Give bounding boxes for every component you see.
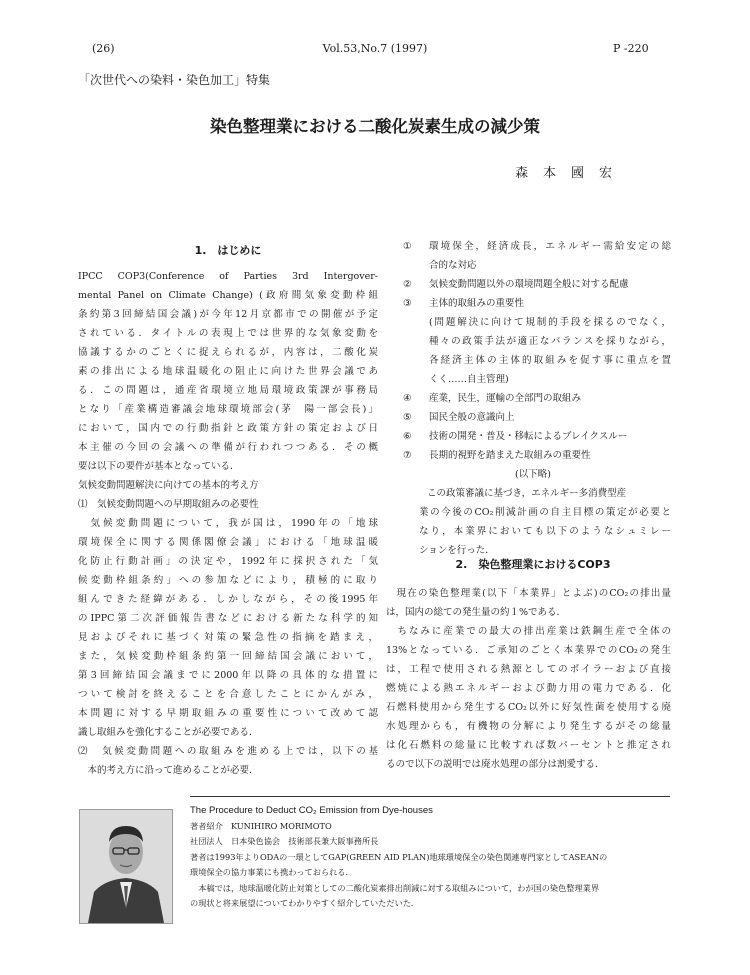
list-number: ⑦	[403, 450, 412, 461]
text-line: 技術の開発・普及・移転によるブレイクスルー	[429, 431, 628, 442]
list-item	[395, 237, 671, 275]
subheading: 気候変動問題解決に向けての基本的考え方	[78, 480, 259, 491]
text-line: 候変動枠組条約」への参加などにより，積極的に取り	[78, 575, 378, 586]
page-number-left: (26)	[92, 42, 115, 55]
author-name: 森本國宏	[515, 166, 628, 181]
affiliation: 社団法人 日本染色協会 技術部長兼大阪事務所長	[190, 836, 379, 846]
text-line: 協議するかのごとくに捉えられるが，内容は，二酸化炭	[78, 347, 378, 358]
right-column-lower	[386, 584, 671, 774]
left-column	[78, 267, 378, 780]
list-item	[395, 446, 671, 465]
text-line: となり「産業構造審議会地球環境部会(茅 陽一部会長)」	[78, 404, 378, 415]
text-line: されている．タイトルの表現上では世界的な気象変動を	[78, 328, 378, 339]
text-line: る．この問題は，通産省環境立地局環境政策課が事務局	[78, 385, 378, 396]
list-item	[395, 427, 671, 446]
list-number: ⑤	[403, 412, 412, 423]
text-line: また，気候変動枠組条約第一回締結国会議において，	[78, 651, 378, 662]
journal-volume: Vol.53,No.7 (1997)	[322, 42, 428, 55]
author-line: 著者紹介 KUNIHIRO MORIMOTO	[190, 820, 332, 831]
text-line: 国民全般の意識向上	[429, 412, 515, 423]
career-line: 環境保全の協力事業にも携わっておられる．	[190, 867, 354, 877]
text-line: 見およびそれに基づく対策の緊急性の指摘を踏まえ，	[78, 632, 378, 643]
text-line: 環境保全に関する関係閣僚会議」における「地球温暖	[78, 537, 378, 548]
text-line: 本問題に対する早期取組みの重要性について改めて認	[78, 708, 378, 719]
editor-note: の現状と将来展望についてわかりやすく紹介していただいた．	[190, 898, 420, 908]
list-number: ②	[403, 279, 412, 290]
list-number: ④	[403, 393, 412, 404]
text-line: 水処理からも，有機物の分解により発生するがその総量	[386, 721, 671, 732]
text-line: mental Panel on Climate Change) (政府間気象変動枠組	[78, 290, 378, 301]
omitted-note: (以下略)	[515, 469, 551, 480]
text-line: は，工程で使用される熱源としてのボイラーおよび直接	[386, 664, 671, 675]
text-line: 現在の染色整理業(以下「本業界」とよぶ)のCO₂の排出量	[386, 588, 671, 599]
text-line: ついて検討を終えることを合意したことにかんがみ，	[78, 689, 378, 700]
text-line: 各経済主体の主体的取組みを促す事に重点を置	[429, 355, 671, 366]
text-line: 産業，民生，運輸の全部門の取組み	[429, 393, 582, 404]
text-line: この政策審議に基づき，エネルギー多消費型産	[427, 488, 627, 499]
section-heading-2: 2. 染色整理業におけるCOP3	[455, 558, 611, 571]
text-line: 気候変動問題について，我が国は，1990年の「地球	[78, 518, 378, 529]
text-line: のIPPC第二次評価報告書などにおける新たな科学的知	[78, 613, 378, 624]
text-line: 本的考え方に沿って進めることが必要．	[78, 765, 259, 776]
text-line: 素の排出による地球温暖化の阻止に向けた世界会議であ	[78, 366, 378, 377]
text-line: 気候変動問題以外の環境問題全般に対する配慮	[429, 279, 629, 290]
text-line: 主体的取組みの重要性	[429, 298, 525, 309]
text-line: ちなみに産業での最大の排出産業は鉄鋼生産で全体の	[386, 626, 671, 637]
list-item	[395, 294, 671, 389]
text-line: 要は以下の要件が基本となっている．	[78, 461, 240, 472]
text-line: くく……自主管理)	[429, 374, 509, 385]
list-number: ⑥	[403, 431, 412, 442]
text-line: 種々の政策手法が適正なバランスを採りながら，	[429, 336, 671, 347]
text-line: 本主催の今回の会議への準備が行われつつある．その概	[78, 442, 378, 453]
text-line: は化石燃料の総量に比較すれば数パーセントと推定され	[386, 740, 671, 751]
text-line: 第3回締結国会議までに2000年以降の具体的な措置に	[78, 670, 378, 681]
item-heading-1: ⑴ 気候変動問題への早期取組みの必要性	[78, 499, 259, 510]
list-number: ③	[403, 298, 412, 309]
text-line: (問題解決に向けて規制的手段を採るのでなく，	[429, 317, 671, 328]
text-line: ションを行った．	[419, 545, 495, 556]
item-heading-2: ⑵ 気候変動問題への取組みを進める上では，以下の基	[78, 746, 378, 757]
text-line: 13%となっている．ご承知のごとく本業界でのCO₂の発生	[386, 645, 671, 656]
text-line: るので以下の説明では廃水処理の部分は割愛する．	[386, 759, 605, 770]
text-line: 長期的視野を踏まえた取組みの重要性	[429, 450, 591, 461]
text-line: 組んできた経緯がある．しかしながら，その後1995年	[78, 594, 378, 605]
text-line: 石燃料使用から発生するCO₂以外に好気性菌を使用する廃	[386, 702, 671, 713]
author-portrait-icon	[80, 810, 172, 923]
text-line: 燃焼による熱エネルギーおよび動力用の電力である．化	[386, 683, 671, 694]
list-item	[395, 389, 671, 408]
text-line: 業の今後のCO₂削減計画の自主目標の策定が必要と	[419, 507, 671, 518]
text-line: は，国内の総ての発生量の約１%である．	[386, 607, 567, 618]
english-title: The Procedure to Deduct CO₂ Emission from Dye-houses	[190, 805, 433, 816]
text-line: において，国内での行動指針と政策方針の策定および日	[78, 423, 378, 434]
article-title: 染色整理業における二酸化炭素生成の減少策	[210, 117, 540, 136]
right-column	[395, 237, 671, 560]
series-title: 「次世代への染料・染色加工」特集	[78, 73, 271, 87]
editor-note: 本稿では，地球温暖化防止対策としての二酸化炭素排出削減に対する取組みについて，わが国の染色整理業界	[190, 882, 600, 893]
career-line: 著者は1993年よりODAの一環としてGAP(GREEN AID PLAN)地球環境保全の染色関連専門家としてASEANの	[190, 851, 608, 862]
text-line: 化防止行動計画」の決定や，1992年に採択された「気	[78, 556, 378, 567]
page-number-right: P -220	[613, 42, 649, 55]
text-line: 合的な対応	[429, 260, 477, 271]
text-line: IPCC COP3(Conference of Parties 3rd Intergover-	[78, 271, 378, 282]
bio-divider	[190, 796, 670, 797]
list-item	[395, 275, 671, 294]
text-line: 条約第3回締結国会議)が今年12月京都市での開催が予定	[78, 309, 378, 320]
list-number: ①	[403, 241, 412, 252]
section-heading-1: 1. はじめに	[194, 244, 262, 257]
author-bio	[190, 803, 676, 912]
text-line: なり，本業界においても以下のようなシュミレー	[419, 526, 671, 537]
text-line: 識し取組みを強化することが必要である．	[78, 727, 259, 738]
author-photo	[79, 809, 173, 924]
list-item	[395, 408, 671, 427]
text-line: 環境保全，経済成長，エネルギー需給安定の総	[429, 241, 671, 252]
